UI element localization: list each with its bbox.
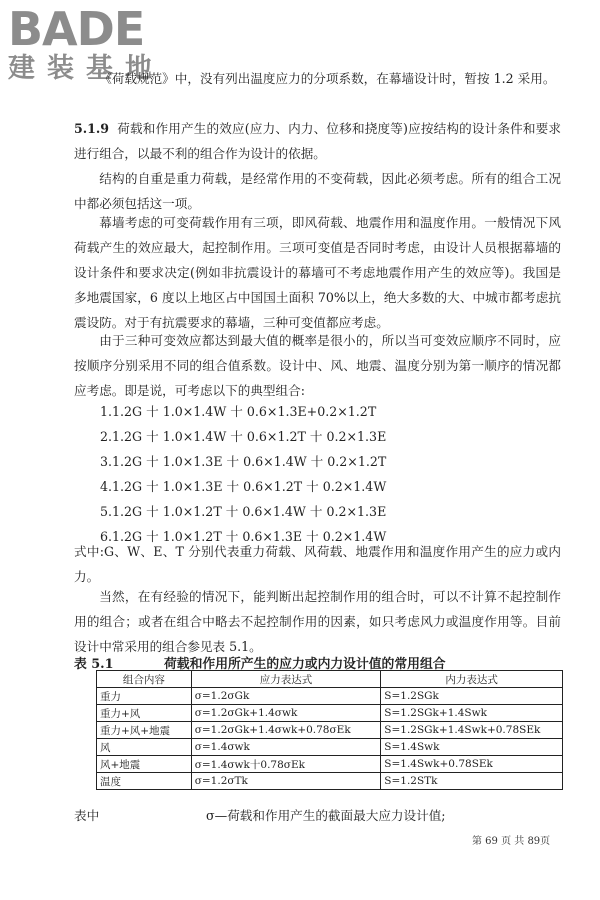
- paragraph-text: 当然，在有经验的情况下，能判断出起控制作用的组合时，可以不计算不起控制作用的组合；或者在组合中略去不起控制作用的因素，如只考虑风力或温度作用等。目前设计中常采用的组合参见表 5.1。: [74, 589, 561, 654]
- formula-2: 2.1.2G 十 1.0×1.4W 十 0.6×1.2T 十 0.2×1.3E: [100, 429, 387, 444]
- note-label: 表中: [74, 808, 100, 823]
- table-title: 荷载和作用所产生的应力或内力设计值的常用组合: [164, 657, 446, 672]
- table-cell: σ=1.2σGk+1.4σwk: [191, 705, 381, 722]
- table-cell: σ=1.2σGk+1.4σwk+0.78σEk: [191, 722, 381, 739]
- table-row: [97, 773, 563, 790]
- table-cell: σ=1.2σGk: [191, 688, 381, 705]
- formula-6: 6.1.2G 十 1.0×1.2T 十 0.6×1.3E 十 0.2×1.4W: [100, 529, 387, 544]
- formula-1: 1.1.2G 十 1.0×1.4W 十 0.6×1.3E+0.2×1.2T: [100, 404, 377, 419]
- table-cell: S=1.2SGk+1.4Swk: [381, 705, 563, 722]
- section-number: 5.1.9: [74, 121, 110, 136]
- logo-wordmark: BADE: [8, 2, 145, 56]
- table-cell: 风+地震: [97, 756, 192, 773]
- table-row: [97, 756, 563, 773]
- table-row: [97, 688, 563, 705]
- paragraph-gravity: [74, 166, 561, 216]
- paragraph-combination: [74, 328, 561, 403]
- paragraph-load-code: [74, 66, 561, 91]
- paragraph-variable-loads: [74, 210, 561, 335]
- section-5-1-9: [74, 116, 561, 166]
- paragraph-text: 《荷载规范》中，没有列出温度应力的分项系数，在幕墙设计时，暂按 1.2 采用。: [99, 71, 556, 86]
- combination-table: [96, 670, 563, 790]
- table-cell: σ=1.2σTk: [191, 773, 381, 790]
- table-cell: σ=1.4σwk: [191, 739, 381, 756]
- note-text: σ—荷载和作用产生的截面最大应力设计值;: [206, 808, 446, 823]
- header-cell: 内力表达式: [381, 671, 563, 688]
- table-label: 表 5.1: [74, 657, 114, 672]
- table-row: [97, 705, 563, 722]
- paragraph-text: 式中:G、W、E、T 分别代表重力荷载、风荷载、地震作用和温度作用产生的应力或内力。: [74, 544, 561, 584]
- table-row: [97, 722, 563, 739]
- header-cell: 应力表达式: [191, 671, 381, 688]
- paragraph-text: 由于三种可变效应都达到最大值的概率是很小的，所以当可变效应顺序不同时，应按顺序分别采用不同的组合值系数。设计中、风、地震、温度分别为第一顺序的情况都应考虑。即是说，可考虑以下的典型组合:: [74, 333, 561, 398]
- table-cell: σ=1.4σwk十0.78σEk: [191, 756, 381, 773]
- table-row: [97, 739, 563, 756]
- formula-5: 5.1.2G 十 1.0×1.2T 十 0.6×1.4W 十 0.2×1.3E: [100, 504, 387, 519]
- table-header-row: [97, 671, 563, 688]
- formula-3: 3.1.2G 十 1.0×1.3E 十 0.6×1.4W 十 0.2×1.2T: [100, 454, 387, 469]
- table-cell: S=1.4Swk: [381, 739, 563, 756]
- paragraph-text: 幕墙考虑的可变荷载作用有三项，即风荷载、地震作用和温度作用。一般情况下风荷载产生的效应最大，起控制作用。三项可变值是否同时考虑，由设计人员根据幕墙的设计条件和要求决定(例如非抗震设计的幕墙可不考虑地震作用产生的效应等)。我国是多地震国家，6 度以上地区占中国国土面积 70%以上，绝大多数的大、中城市都考虑抗震设防。对于有抗震要求的幕墙，三种可变值都应考虑。: [74, 215, 561, 330]
- paragraph-text: 结构的自重是重力荷载，是经常作用的不变荷载，因此必须考虑。所有的组合工况中都必须包括这一项。: [74, 171, 561, 211]
- table-cell: S=1.2SGk+1.4Swk+0.78SEk: [381, 722, 563, 739]
- table-cell: 温度: [97, 773, 192, 790]
- section-text: 荷载和作用产生的效应(应力、内力、位移和挠度等)应按结构的设计条件和要求进行组合，以最不利的组合作为设计的依据。: [74, 121, 561, 161]
- table-cell: 重力+风: [97, 705, 192, 722]
- table-cell: 重力+风+地震: [97, 722, 192, 739]
- table-cell: 重力: [97, 688, 192, 705]
- table-cell: 风: [97, 739, 192, 756]
- table-cell: S=1.4Swk+0.78SEk: [381, 756, 563, 773]
- table-cell: S=1.2STk: [381, 773, 563, 790]
- paragraph-experience: [74, 584, 561, 659]
- table-cell: S=1.2SGk: [381, 688, 563, 705]
- page-footer: 第 69 页 共 89页: [472, 836, 551, 847]
- paragraph-symbol-definitions: [74, 539, 561, 589]
- logo-subtitle: 建装基地: [8, 53, 164, 84]
- header-cell: 组合内容: [97, 671, 192, 688]
- formula-4: 4.1.2G 十 1.0×1.3E 十 0.6×1.2T 十 0.2×1.4W: [100, 479, 387, 494]
